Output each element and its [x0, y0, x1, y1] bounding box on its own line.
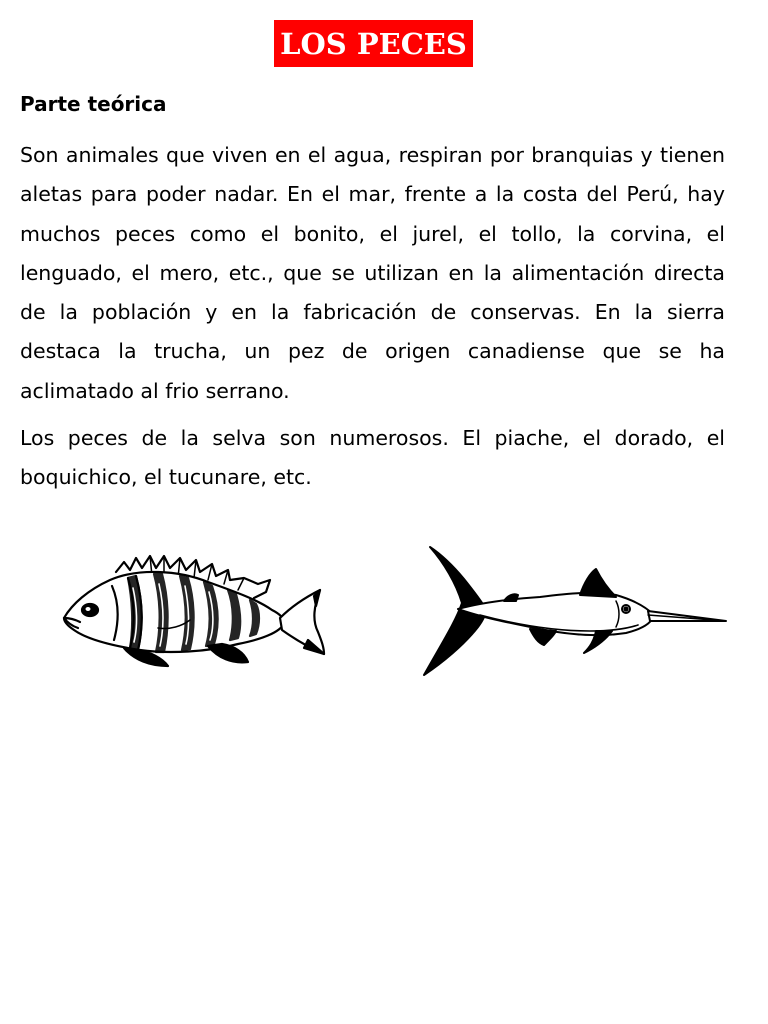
anal-fin	[208, 644, 248, 662]
title-banner	[274, 20, 473, 67]
paragraph-2: Los peces de la selva son numerosos. El piache, el dorado, el boquichico, el tucunare, etc.	[20, 426, 725, 490]
swordfish-illustration	[420, 543, 730, 679]
section-heading: Parte teórica	[20, 92, 167, 116]
swordfish-dorsal-fin	[580, 569, 616, 597]
paragraph-1: Son animales que viven en el agua, respiran por branquias y tienen aletas para poder nadar. En el mar, frente a la costa del Perú, hay muchos peces como el bonito, el jurel, el tollo, la corvina, el lenguado, el mero, etc., que se utilizan en la alimentación directa de la población y en la fabricación de conservas. En la sierra destaca la trucha, un pez de origen canadiense que se ha aclimatado al frio serrano.	[20, 143, 725, 403]
page-title: LOS PECES	[280, 26, 467, 61]
body-text	[20, 136, 725, 506]
striped-fish-illustration	[58, 548, 328, 672]
